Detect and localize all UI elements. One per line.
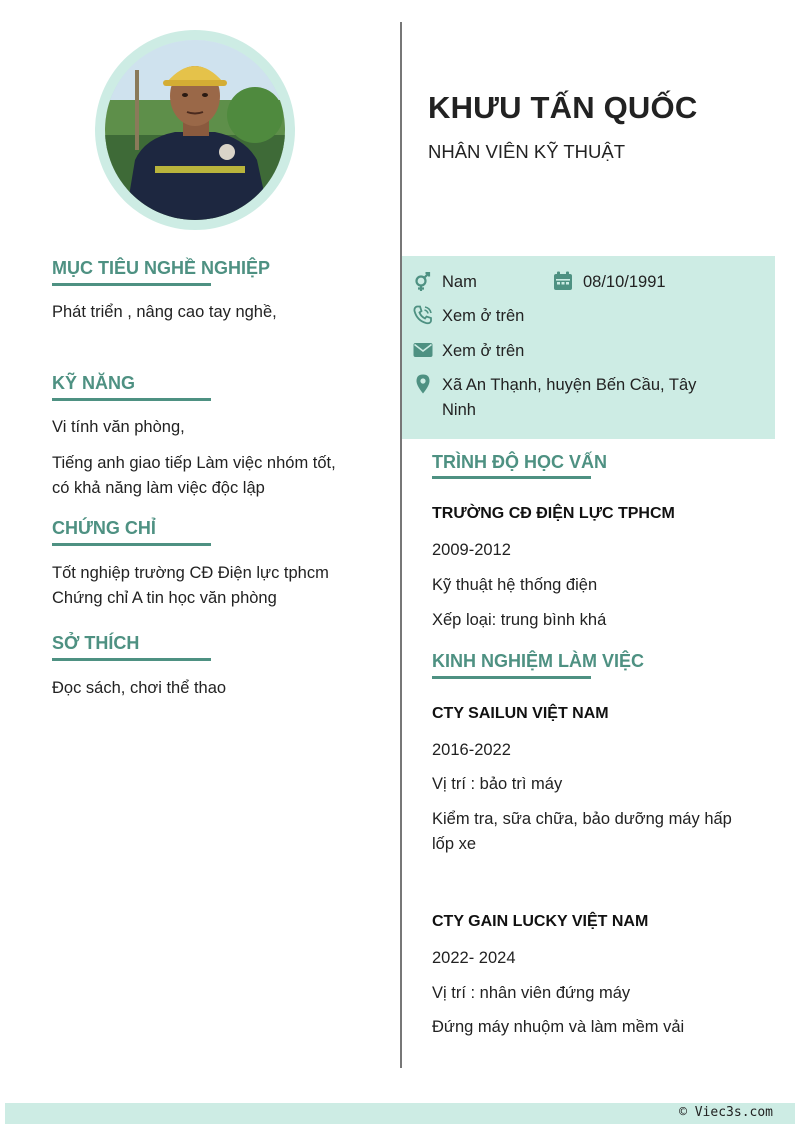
job-position: Vị trí : bảo trì máy: [432, 775, 563, 793]
email-value: Xem ở trên: [442, 342, 525, 360]
footer-bar: [5, 1103, 795, 1124]
objective-title: MỤC TIÊU NGHỀ NGHIỆP: [52, 258, 271, 278]
job-position: Vị trí : nhân viên đứng máy: [432, 984, 631, 1002]
certificate-item: Tốt nghiệp trường CĐ Điện lực tphcm: [52, 564, 329, 582]
job-years: 2022- 2024: [432, 949, 516, 967]
education-rank: Xếp loại: trung bình khá: [432, 611, 607, 629]
education-major: Kỹ thuật hệ thống điện: [432, 576, 598, 594]
gender-value: Nam: [442, 273, 477, 291]
school-name: TRƯỜNG CĐ ĐIỆN LỰC TPHCM: [432, 505, 675, 522]
certificates-underline: [52, 543, 211, 546]
education-title: TRÌNH ĐỘ HỌC VẤN: [432, 452, 607, 472]
company-name: CTY SAILUN VIỆT NAM: [432, 705, 609, 722]
objective-text: Phát triển , nâng cao tay nghề,: [52, 303, 277, 321]
mail-icon: [413, 340, 433, 360]
skill-item: Tiếng anh giao tiếp Làm việc nhóm tốt,: [52, 454, 336, 472]
hobbies-title: SỞ THÍCH: [52, 633, 140, 653]
address-value: Xã An Thạnh, huyện Bến Cầu, Tây: [442, 376, 697, 394]
skill-item: có khả năng làm việc độc lập: [52, 479, 265, 497]
experience-underline: [432, 676, 591, 679]
skill-item: Vi tính văn phòng,: [52, 418, 185, 436]
certificate-item: Chứng chỉ A tin học văn phòng: [52, 589, 277, 607]
gender-icon: [413, 272, 433, 292]
hobbies-text: Đọc sách, chơi thể thao: [52, 679, 227, 697]
calendar-icon: [553, 271, 573, 291]
certificates-title: CHỨNG CHỈ: [52, 518, 156, 538]
job-description: Đứng máy nhuộm và làm mềm vải: [432, 1018, 685, 1036]
objective-underline: [52, 283, 211, 286]
avatar-frame: [95, 30, 295, 230]
column-divider: [400, 22, 402, 1068]
birthday-value: 08/10/1991: [583, 273, 666, 291]
avatar-photo: [105, 40, 285, 220]
job-description: Kiểm tra, sữa chữa, bảo dưỡng máy hấp: [432, 810, 732, 828]
skills-underline: [52, 398, 211, 401]
location-icon: [413, 374, 433, 394]
education-underline: [432, 476, 591, 479]
address-value-continued: Ninh: [442, 401, 476, 419]
hobbies-underline: [52, 658, 211, 661]
job-title: NHÂN VIÊN KỸ THUẬT: [428, 141, 626, 162]
avatar: [105, 40, 285, 220]
footer-copyright: © Viec3s.com: [679, 1105, 773, 1120]
phone-value: Xem ở trên: [442, 307, 525, 325]
contact-panel: [402, 256, 775, 439]
candidate-name: KHƯU TẤN QUỐC: [428, 90, 698, 125]
phone-icon: [413, 305, 433, 325]
education-years: 2009-2012: [432, 541, 511, 559]
company-name: CTY GAIN LUCKY VIỆT NAM: [432, 913, 649, 930]
skills-title: KỸ NĂNG: [52, 373, 136, 393]
job-years: 2016-2022: [432, 741, 511, 759]
job-description-continued: lốp xe: [432, 835, 477, 853]
experience-title: KINH NGHIỆM LÀM VIỆC: [432, 651, 645, 671]
